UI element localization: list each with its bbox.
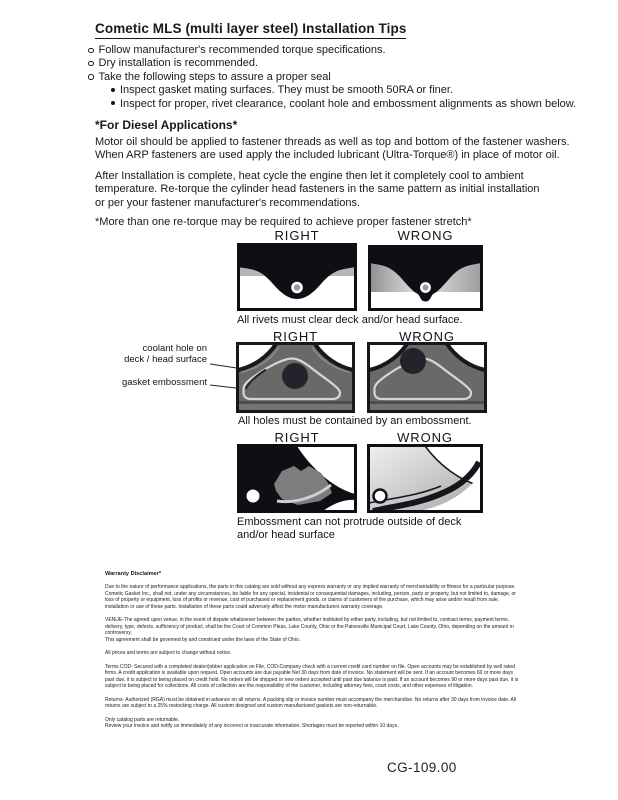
rivet-clearance-wrong-figure [368, 245, 483, 311]
rivet-clearance-right-diagram [237, 243, 357, 311]
bolt-hole [374, 490, 387, 503]
text-line: When ARP fasteners are used apply the included lubricant (Ultra-Torque®) in place of motor oil. [95, 149, 560, 162]
legal-paragraph: Terms COD- Secured with a completed dealer/jobber application on File, COD-Company check with a current credit card number on file. Open accounts may be established by well rated firms. A credit application is available upon request. Open accounts are due payable Net 30 days from date of invoice. No statement will be sent. If an account becomes 60 or more days past due, it is subject to being placed on credit hold. No orders will be shipped or new orders accepted until past due balance is paid. If an account becomes 90 or more days past due, it is subject to being placed for collections. All costs of collection are the responsibility of the customer, including attorney fees, court costs, and other expenses of litigation. [105, 663, 519, 689]
deck-edge-wrong-figure [367, 444, 483, 513]
retorque-note: *More than one re-torque may be required to achieve proper fastener stretch* [95, 216, 472, 228]
deck-edge-right-figure [237, 444, 357, 513]
figure-row1-caption: All rivets must clear deck and/or head surface. [237, 314, 463, 326]
diesel-section-heading: *For Diesel Applications* [95, 118, 238, 132]
bullet-circle-icon [88, 61, 94, 67]
list-item [88, 71, 576, 84]
deck-edge-wrong-diagram [367, 444, 483, 513]
figure-row1-wrong-label: WRONG [397, 228, 454, 243]
callout-line: gasket embossment [121, 377, 207, 388]
bullet-dot-icon [111, 101, 115, 105]
rivet-clearance-right-figure [237, 243, 357, 311]
list-item-label: Inspect gasket mating surfaces. They must be smooth 50RA or finer. [120, 84, 454, 97]
bullet-circle-icon [88, 48, 94, 54]
figure-row3-right-label: RIGHT [274, 430, 320, 445]
bullet-dot-icon [111, 88, 115, 92]
installation-tips-list [88, 44, 576, 111]
legal-paragraph: Review your invoice and notify us immediately of any incorrect or inaccurate information. Shortages must be reported within 10 days. [105, 723, 399, 729]
list-item-label: Inspect for proper, rivet clearance, coolant hole and embossment alignments as shown below. [120, 97, 577, 110]
legal-paragraph: Returns- Authorized (RGA) must be obtained in advance on all returns. A packing slip or invoice number must accompany the merchandise. No returns after 30 days from invoice date. All returns are subject to a 25% restocking charge. All custom designed and custom manufactured gaskets are non-returnable. [105, 696, 517, 709]
legal-paragraph: VENUE-The agreed upon venue, in the event of dispute whatsoever between the parties, whether instituted by either party, including, but not limited to, contract terms, payment terms, delivery, type, defects, sufficiency of product, shall be the Court of Common Pleas, Lake County, Ohio or the Painesville Municipal Court, Lake County, Ohio, depending on the amount in controversy. [105, 617, 514, 636]
list-item [88, 84, 576, 97]
warranty-disclaimer-section [105, 571, 519, 730]
figure-row2-caption: All holes must be contained by an embossment. [238, 415, 472, 427]
coolant-hole [282, 363, 308, 389]
page-title: Cometic MLS (multi layer steel) Installation Tips [95, 21, 406, 39]
text-line: temperature. Re-torque the cylinder head fasteners in the same pattern as initial installation [95, 183, 540, 196]
gasket-embossment-callout [95, 377, 207, 388]
figure-row3-caption-line1: Embossment can not protrude outside of deck [237, 516, 462, 528]
figure-row3-caption-line2: and/or head surface [237, 529, 335, 541]
embossment-right-figure [236, 342, 355, 413]
list-item-label: Take the following steps to assure a proper seal [98, 70, 331, 83]
embossment-right-diagram [236, 342, 355, 413]
diesel-paragraph-1 [95, 136, 570, 163]
document-code: CG-109.00 [387, 760, 457, 775]
text-line: Motor oil should be applied to fastener threads as well as top and bottom of the fastener washers. [95, 136, 570, 148]
coolant-hole [400, 348, 426, 374]
embossment-wrong-figure [367, 342, 487, 413]
embossment-wrong-diagram [367, 342, 487, 413]
legal-paragraph: This agreement shall be governed by and construed under the laws of the State of Ohio. [105, 636, 301, 643]
bolt-hole [247, 490, 260, 503]
list-item-label: Follow manufacturer's recommended torque specifications. [98, 44, 386, 56]
list-item [88, 44, 576, 57]
deck-edge-right-diagram [237, 444, 357, 513]
callout-line: deck / head surface [124, 354, 207, 365]
list-item [88, 98, 576, 111]
legal-paragraph: Only catalog parts are returnable. [105, 716, 180, 723]
callout-line: coolant hole on [142, 343, 207, 354]
list-item-label: Dry installation is recommended. [98, 57, 259, 70]
figure-row3-wrong-label: WRONG [397, 430, 453, 445]
figure-row1-right-label: RIGHT [274, 228, 320, 243]
legal-paragraph: All prices and terms are subject to change without notice. [105, 650, 232, 656]
list-item [88, 57, 576, 70]
warranty-disclaimer-heading: Warranty Disclaimer* [105, 571, 162, 577]
rivet-clearance-wrong-diagram [368, 245, 483, 311]
bullet-circle-icon [88, 74, 94, 80]
figure-row2-wrong-label: WRONG [399, 329, 455, 344]
coolant-hole-callout [95, 343, 207, 365]
text-line: or per your fastener manufacturer's recommendations. [95, 196, 360, 209]
figure-row2-right-label: RIGHT [273, 329, 318, 344]
text-line: After Installation is complete, heat cycle the engine then let it completely cool to ambient [95, 170, 524, 182]
legal-paragraph: Due to the nature of performance applications, the parts in this catalog are sold without any express warranty or any implied warranty of merchantability or fitness for a particular purpose. Cometic Gasket Inc., shall not, under any circumstances, be liable for any special, incidental or consequential damages, including, person, party or property, but not limited to, damage, or loss of property or equipment, loss of profits or revenue, cost of purchased or replacement goods, or claims of customers of the purchase, which may arise and/or result from sale, installation or use of these parts. Installation of these parts could adversely affect the motor manufacturers warranty coverage. [105, 584, 516, 610]
diesel-paragraph-2 [95, 170, 540, 210]
